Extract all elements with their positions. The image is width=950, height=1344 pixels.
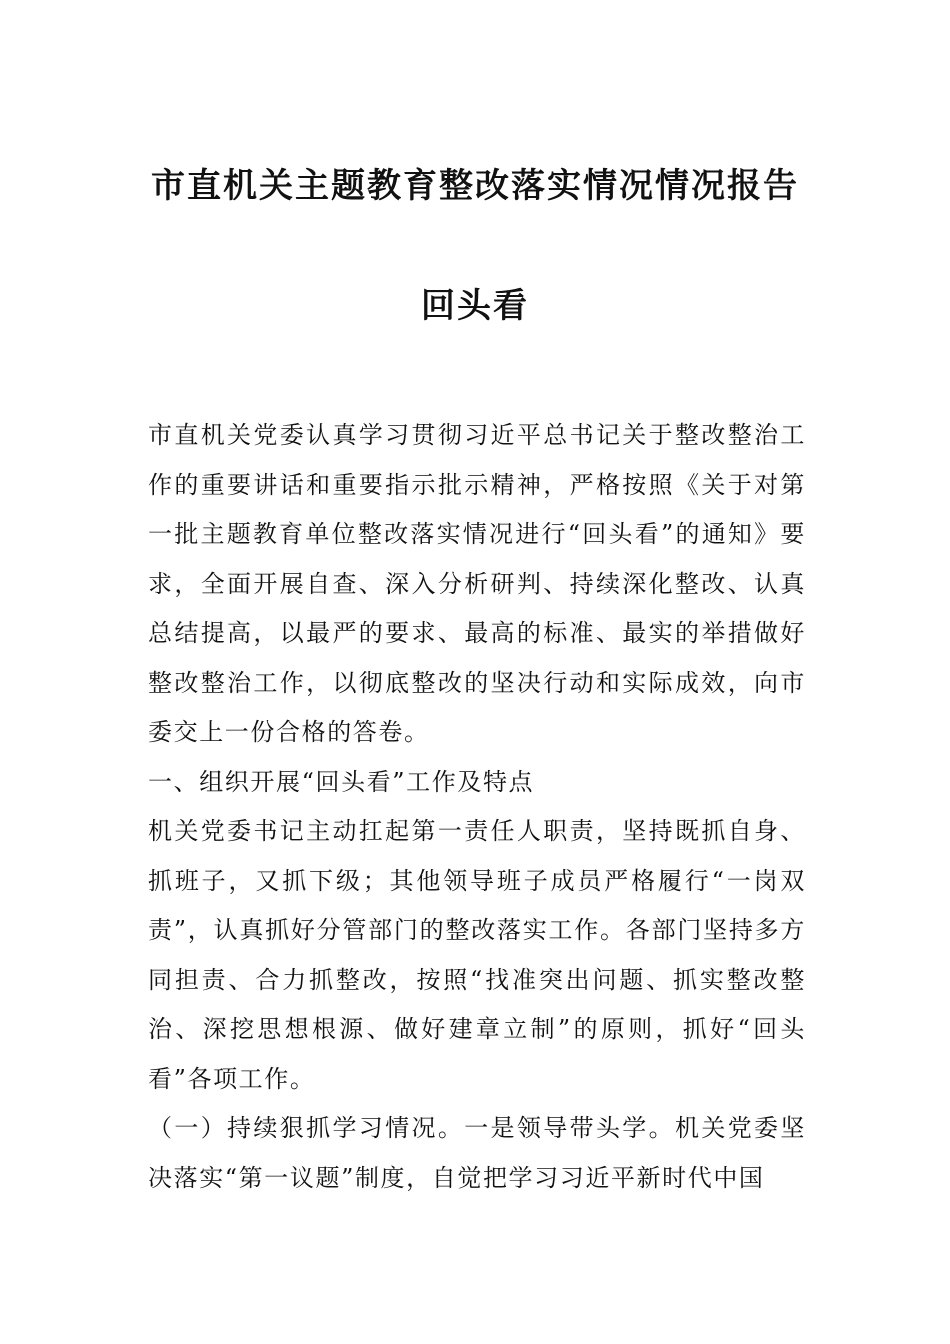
body-paragraph: 机关党委书记主动扛起第一责任人职责，坚持既抓自身、抓班子，又抓下级；其他领导班子成员严格履行“一岗双责”，认真抓好分管部门的整改落实工作。各部门坚持多方同担责、合力抓整改，按照“找准突出问题、抓实整改整治、深挖思想根源、做好建章立制”的原则，抓好“回头看”各项工作。 bbox=[148, 817, 806, 1093]
document-subtitle: 回头看 bbox=[421, 286, 529, 326]
section-heading: 一、组织开展“回头看”工作及特点 bbox=[148, 767, 535, 796]
intro-paragraph: 市直机关党委认真学习贯彻习近平总书记关于整改整治工作的重要讲话和重要指示批示精神，严格按照《关于对第一批主题教育单位整改落实情况进行“回头看”的通知》要求，全面开展自查、深入分析研判、持续深化整改、认真总结提高，以最严的要求、最高的标准、最实的举措做好整改整治工作，以彻底整改的坚决行动和实际成效，向市委交上一份合格的答卷。 bbox=[148, 421, 806, 746]
document-title: 市直机关主题教育整改落实情况情况报告 bbox=[151, 166, 799, 206]
document-body bbox=[148, 411, 806, 1203]
subsection-paragraph: （一）持续狠抓学习情况。一是领导带头学。机关党委坚决落实“第一议题”制度，自觉把学习习近平新时代中国 bbox=[148, 1114, 806, 1192]
